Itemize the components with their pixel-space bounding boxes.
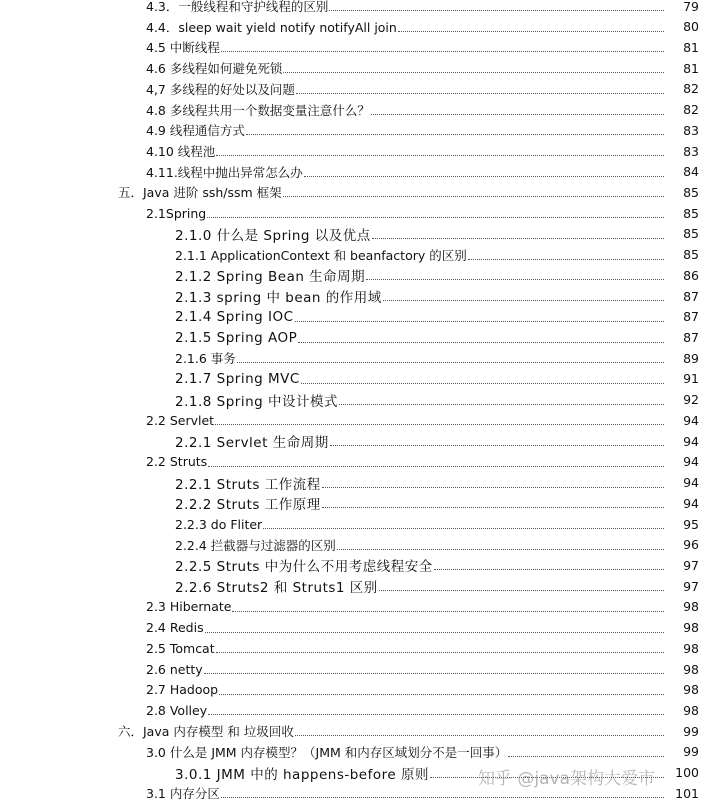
toc-entry[interactable] [0, 58, 699, 78]
toc-entry-title: 4.4．sleep wait yield notify notifyAll join [146, 19, 397, 35]
toc-entry[interactable] [0, 659, 699, 679]
toc-entry-title: 2.1Spring [146, 205, 207, 221]
toc-entry-page: 81 [683, 39, 699, 55]
toc-dot-leader [237, 361, 664, 363]
toc-entry-page: 82 [683, 102, 699, 118]
toc-entry-page: 82 [683, 81, 699, 97]
toc-entry-page: 86 [683, 267, 699, 283]
toc-entry[interactable] [0, 141, 699, 161]
toc-entry-title: 2.2.1 Servlet 生命周期 [175, 435, 329, 452]
toc-entry-title: 2.1.7 Spring MVC [175, 370, 300, 387]
toc-entry[interactable] [0, 555, 699, 575]
toc-dot-leader [330, 444, 664, 446]
toc-entry-page: 95 [683, 516, 699, 532]
toc-dot-leader [508, 755, 664, 757]
toc-entry-page: 98 [683, 702, 699, 718]
toc-entry-title: 3.0.1 JMM 中的 happens-before 原则 [175, 766, 429, 783]
toc-dot-leader [295, 734, 664, 736]
toc-dot-leader [283, 71, 664, 73]
toc-entry-title: 2.6 netty [146, 661, 203, 677]
toc-entry-title: 4.10 线程池 [146, 144, 216, 160]
toc-dot-leader [208, 713, 664, 715]
toc-entry-page: 98 [683, 661, 699, 677]
toc-entry-page: 84 [683, 164, 699, 180]
toc-entry-title: 2.2.6 Struts2 和 Struts1 区别 [175, 580, 378, 597]
toc-dot-leader [296, 92, 664, 94]
toc-dot-leader [372, 237, 664, 239]
toc-entry[interactable] [0, 700, 699, 720]
toc-entry[interactable] [0, 37, 699, 57]
toc-dot-leader [221, 50, 664, 52]
toc-entry[interactable] [0, 452, 699, 472]
toc-entry-title: 4.3．一般线程和守护线程的区别 [146, 0, 329, 14]
toc-entry-title: 4.6 多线程如何避免死锁 [146, 61, 283, 77]
toc-entry[interactable] [0, 245, 699, 265]
toc-entry-page: 85 [683, 247, 699, 263]
toc-entry[interactable] [0, 535, 699, 555]
toc-dot-leader [232, 610, 664, 612]
toc-dot-leader [339, 403, 664, 405]
toc-entry-page: 98 [683, 620, 699, 636]
toc-entry-page: 83 [683, 143, 699, 159]
toc-dot-leader [366, 278, 664, 280]
toc-entry[interactable] [0, 348, 699, 368]
toc-dot-leader [371, 113, 664, 115]
toc-entry-page: 97 [683, 557, 699, 573]
toc-entry[interactable] [0, 120, 699, 140]
toc-entry[interactable] [0, 514, 699, 534]
toc-dot-leader [205, 631, 664, 633]
toc-entry[interactable] [0, 721, 699, 741]
toc-dot-leader [434, 568, 664, 570]
toc-entry[interactable] [0, 17, 699, 37]
toc-dot-leader [398, 30, 664, 32]
toc-entry[interactable] [0, 473, 699, 493]
toc-entry[interactable] [0, 286, 699, 306]
toc-entry-page: 85 [683, 184, 699, 200]
toc-dot-leader [468, 258, 664, 260]
toc-dot-leader [204, 672, 664, 674]
toc-entry[interactable] [0, 203, 699, 223]
toc-entry-page: 96 [683, 537, 699, 553]
toc-dot-leader [216, 651, 664, 653]
toc-entry-title: 2.1.5 Spring AOP [175, 329, 298, 346]
toc-dot-leader [295, 320, 664, 322]
toc-entry-title: 4.5 中断线程 [146, 40, 220, 56]
toc-entry-title: 3.1 内存分区 [146, 786, 220, 802]
toc-dot-leader [215, 423, 664, 425]
toc-entry[interactable] [0, 265, 699, 285]
toc-entry-title: 2.1.6 事务 [175, 351, 236, 367]
toc-entry-page: 99 [683, 744, 699, 760]
toc-dot-leader [246, 133, 664, 135]
toc-entry[interactable] [0, 680, 699, 700]
toc-entry[interactable] [0, 0, 699, 16]
toc-dot-leader [283, 195, 664, 197]
toc-entry-title: 2.1.3 spring 中 bean 的作用域 [175, 290, 382, 307]
toc-dot-leader [207, 216, 664, 218]
toc-entry-title: 2.3 Hibernate [146, 599, 232, 615]
toc-entry-title: 2.2.2 Struts 工作原理 [175, 497, 321, 514]
toc-entry-page: 94 [683, 454, 699, 470]
toc-entry[interactable] [0, 597, 699, 617]
toc-entry-page: 87 [683, 288, 699, 304]
toc-entry-title: 2.2.4 拦截器与过滤器的区别 [175, 537, 336, 553]
toc-entry-page: 97 [683, 578, 699, 594]
toc-entry[interactable] [0, 390, 699, 410]
toc-entry[interactable] [0, 369, 699, 389]
toc-entry-page: 79 [683, 0, 699, 14]
toc-entry-title: 3.0 什么是 JMM 内存模型？（JMM 和内存区域划分不是一回事） [146, 744, 508, 760]
toc-entry-title: 2.2 Struts [146, 454, 208, 470]
toc-entry-title: 2.7 Hadoop [146, 682, 219, 698]
toc-entry[interactable] [0, 493, 699, 513]
toc-entry[interactable] [0, 224, 699, 244]
toc-entry[interactable] [0, 410, 699, 430]
toc-entry[interactable] [0, 431, 699, 451]
toc-entry[interactable] [0, 742, 699, 762]
toc-entry-title: 4.11.线程中抛出异常怎么办 [146, 164, 303, 180]
toc-dot-leader [304, 175, 664, 177]
toc-entry-page: 100 [675, 765, 699, 781]
toc-dot-leader [322, 486, 664, 488]
toc-dot-leader [221, 796, 664, 798]
toc-entry-page: 94 [683, 475, 699, 491]
toc-entry-title: 六．Java 内存模型 和 垃圾回收 [118, 724, 294, 740]
toc-entry-page: 99 [683, 723, 699, 739]
toc-entry-page: 101 [675, 785, 699, 801]
toc-dot-leader [263, 527, 664, 529]
toc-entry[interactable] [0, 182, 699, 202]
toc-entry-title: 五．Java 进阶 ssh/ssm 框架 [118, 185, 282, 201]
toc-entry-page: 98 [683, 640, 699, 656]
toc-dot-leader [216, 154, 664, 156]
toc-entry-title: 2.8 Volley [146, 702, 208, 718]
toc-entry-title: 2.2.5 Struts 中为什么不用考虑线程安全 [175, 559, 433, 576]
toc-entry[interactable] [0, 328, 699, 348]
toc-entry-page: 94 [683, 412, 699, 428]
toc-entry-page: 92 [683, 392, 699, 408]
toc-entry[interactable] [0, 162, 699, 182]
toc-entry-title: 4.8 多线程共用一个数据变量注意什么？ [146, 102, 370, 118]
toc-entry-page: 85 [683, 226, 699, 242]
toc-entry[interactable] [0, 576, 699, 596]
toc-entry-title: 2.1.8 Spring 中设计模式 [175, 393, 338, 410]
toc-entry-page: 89 [683, 350, 699, 366]
toc-entry-title: 2.2.3 do Fliter [175, 516, 263, 532]
toc-entry[interactable] [0, 79, 699, 99]
toc-entry-page: 98 [683, 682, 699, 698]
toc-entry-title: 2.1.1 ApplicationContext 和 beanfactory 的区别 [175, 247, 467, 263]
toc-entry[interactable] [0, 618, 699, 638]
toc-entry-title: 2.1.0 什么是 Spring 以及优点 [175, 227, 371, 244]
toc-entry-title: 2.1.2 Spring Bean 生命周期 [175, 269, 366, 286]
toc-entry-title: 2.2.1 Struts 工作流程 [175, 476, 321, 493]
toc-entry-page: 83 [683, 122, 699, 138]
toc-entry[interactable] [0, 638, 699, 658]
toc-entry-page: 94 [683, 433, 699, 449]
toc-entry-page: 85 [683, 205, 699, 221]
toc-entry-title: 2.5 Tomcat [146, 640, 215, 656]
toc-entry-title: 2.4 Redis [146, 620, 204, 636]
toc-entry-title: 2.1.4 Spring IOC [175, 308, 294, 325]
toc-entry-page: 81 [683, 60, 699, 76]
toc-entry-page: 94 [683, 495, 699, 511]
toc-dot-leader [301, 382, 664, 384]
toc-dot-leader [383, 299, 664, 301]
toc-entry[interactable] [0, 100, 699, 120]
toc-dot-leader [322, 506, 664, 508]
toc-entry-page: 91 [683, 371, 699, 387]
toc-entry-page: 80 [683, 19, 699, 35]
toc-dot-leader [329, 9, 664, 11]
toc-dot-leader [208, 465, 664, 467]
toc-entry-page: 98 [683, 599, 699, 615]
toc-dot-leader [219, 693, 664, 695]
toc-entry-title: 4.9 线程通信方式 [146, 123, 245, 139]
toc-entry-title: 4,7 多线程的好处以及问题 [146, 81, 295, 97]
watermark: 知乎 @java架构大爱市 [478, 769, 656, 789]
toc-entry-title: 2.2 Servlet [146, 412, 215, 428]
toc-dot-leader [379, 589, 664, 591]
toc-entry[interactable] [0, 307, 699, 327]
toc-dot-leader [298, 341, 664, 343]
toc-entry-page: 87 [683, 309, 699, 325]
toc-entry-page: 87 [683, 330, 699, 346]
toc-dot-leader [337, 548, 664, 550]
